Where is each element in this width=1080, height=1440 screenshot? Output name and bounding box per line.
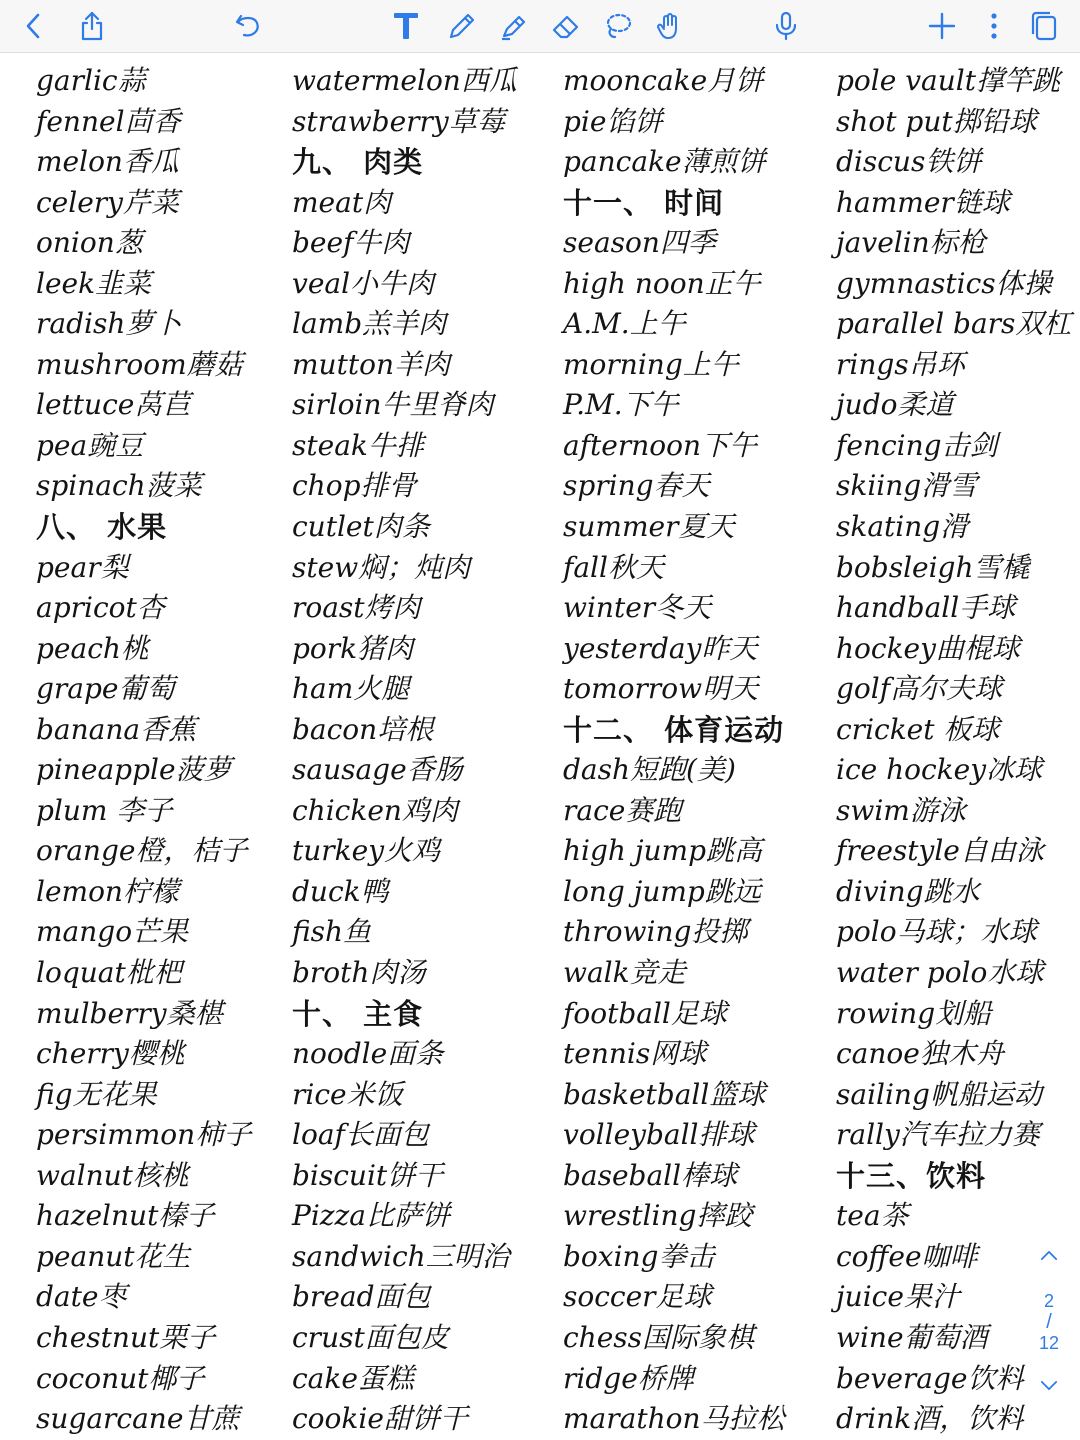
column-3: [563, 61, 785, 1440]
vocabulary-entry: fall秋天: [563, 550, 664, 584]
vocabulary-entry: handball手球: [836, 591, 1016, 625]
vocabulary-entry: orange橙，桔子: [36, 834, 248, 868]
vocabulary-entry: sandwich三明治: [292, 1239, 510, 1273]
vocabulary-entry: beef牛肉: [292, 226, 410, 260]
eraser-icon[interactable]: [544, 4, 588, 48]
vocabulary-entry: sugarcane甘蔗: [36, 1402, 240, 1436]
vocabulary-entry: pole vault撑竿跳: [836, 64, 1060, 97]
vocabulary-entry: fig无花果: [36, 1077, 157, 1111]
page-separator: /: [1046, 1311, 1052, 1333]
vocabulary-entry: tea茶: [836, 1199, 909, 1233]
vocabulary-entry: bacon培根: [292, 712, 434, 746]
vocabulary-entry: judo柔道: [836, 388, 954, 422]
vocabulary-entry: melon香瓜: [36, 145, 179, 179]
vocabulary-entry: mooncake月饼: [563, 64, 764, 97]
vocabulary-entry: long jump跳远: [563, 874, 761, 908]
vocabulary-entry: loquat枇杷: [36, 956, 182, 990]
vocabulary-entry: mushroom蘑菇: [36, 347, 243, 381]
vocabulary-entry: fencing击剑: [836, 428, 998, 462]
vocabulary-entry: mulberry桑椹: [36, 996, 223, 1030]
vocabulary-entry: tennis网球: [563, 1037, 707, 1071]
vocabulary-entry: polo马球；水球: [836, 915, 1037, 949]
vocabulary-entry: cake蛋糕: [292, 1361, 414, 1395]
vocabulary-entry: fennel茴香: [36, 104, 181, 138]
vocabulary-entry: veal小牛肉: [292, 266, 435, 300]
vocabulary-entry: crust面包皮: [292, 1320, 449, 1354]
back-icon[interactable]: [12, 4, 56, 48]
vocabulary-entry: shot put掷铅球: [836, 104, 1037, 138]
vocabulary-entry: sirloin牛里脊肉: [292, 388, 494, 422]
vocabulary-entry: rally汽车拉力赛: [836, 1118, 1040, 1152]
vocabulary-entry: sausage香肠: [292, 753, 463, 787]
vocabulary-entry: roast烤肉: [292, 591, 421, 625]
vocabulary-entry: walnut核桃: [36, 1158, 189, 1192]
toolbar: [0, 0, 1080, 53]
vocabulary-entry: swim游泳: [836, 793, 966, 827]
vocabulary-entry: cricket 板球: [836, 712, 1000, 746]
vocabulary-entry: hockey曲棍球: [836, 631, 1020, 665]
vocabulary-entry: season四季: [563, 226, 716, 260]
vocabulary-entry: peanut花生: [36, 1239, 191, 1273]
vocabulary-entry: banana香蕉: [36, 712, 197, 746]
section-heading: 八、 水果: [36, 510, 168, 545]
vocabulary-entry: steak牛排: [292, 428, 424, 462]
vocabulary-entry: date枣: [36, 1280, 127, 1314]
text-tool-icon[interactable]: [384, 4, 428, 48]
vocabulary-entry: drink酒，饮料: [836, 1402, 1024, 1436]
vocabulary-entry: strawberry草莓: [292, 104, 505, 138]
vocabulary-entry: coffee咖啡: [836, 1239, 978, 1273]
vocabulary-entry: gymnastics体操: [836, 266, 1052, 300]
vocabulary-entry: cutlet肉条: [292, 510, 430, 544]
vocabulary-entry: wrestling摔跤: [563, 1199, 753, 1233]
vocabulary-entry: parallel bars双杠: [836, 307, 1072, 341]
vocabulary-entry: skiing滑雪: [836, 469, 978, 503]
vocabulary-entry: marathon马拉松: [563, 1402, 785, 1436]
section-heading: 九、 肉类: [292, 145, 424, 180]
vocabulary-entry: duck鸭: [292, 874, 389, 908]
note-page[interactable]: [0, 53, 1080, 1440]
next-page-icon[interactable]: [1024, 1368, 1074, 1402]
vocabulary-entry: freestyle自由泳: [836, 834, 1044, 868]
vocabulary-entry: pineapple菠萝: [36, 753, 232, 787]
total-pages-number: 12: [1038, 1333, 1060, 1353]
vocabulary-entry: golf高尔夫球: [836, 672, 1003, 706]
vocabulary-entry: lemon柠檬: [36, 874, 179, 908]
vocabulary-entry: volleyball排球: [563, 1118, 755, 1152]
column-4: [836, 61, 1071, 1440]
vocabulary-entry: broth肉汤: [292, 956, 426, 990]
vocabulary-entry: football足球: [563, 996, 727, 1030]
vocabulary-entry: sailing帆船运动: [836, 1077, 1042, 1111]
vocabulary-entry: Pizza比萨饼: [292, 1199, 450, 1233]
vocabulary-entry: fish鱼: [292, 915, 372, 949]
vocabulary-entry: grape葡萄: [36, 672, 175, 706]
vocabulary-entry: water polo水球: [836, 956, 1044, 990]
lasso-icon[interactable]: [596, 4, 640, 48]
vocabulary-entry: bread面包: [292, 1280, 431, 1314]
vocabulary-entry: ice hockey冰球: [836, 753, 1043, 787]
vocabulary-entry: pork猪肉: [292, 631, 414, 665]
vocabulary-entry: dash短跑(美): [563, 753, 736, 787]
vocabulary-entry: summer夏天: [563, 510, 735, 544]
vocabulary-entry: spinach菠菜: [36, 469, 202, 503]
current-page-number: 2: [1043, 1291, 1054, 1311]
vocabulary-entry: chicken鸡肉: [292, 793, 458, 827]
vocabulary-entry: tomorrow明天: [563, 672, 759, 706]
vocabulary-entry: ham火腿: [292, 672, 410, 706]
vocabulary-entry: beverage饮料: [836, 1361, 1024, 1395]
section-heading: 十一、 时间: [563, 185, 725, 220]
vocabulary-entry: hazelnut榛子: [36, 1199, 215, 1233]
vocabulary-entry: spring春天: [563, 469, 710, 503]
vocabulary-entry: high noon正午: [563, 266, 761, 300]
hand-icon[interactable]: [648, 4, 692, 48]
vocabulary-entry: pancake薄煎饼: [563, 145, 766, 179]
vocabulary-entry: pear梨: [36, 550, 129, 584]
vocabulary-entry: ridge桥牌: [563, 1361, 694, 1395]
vocabulary-entry: javelin标枪: [836, 226, 986, 260]
vocabulary-entry: garlic蒜: [36, 64, 146, 97]
previous-page-icon[interactable]: [1024, 1238, 1074, 1272]
vocabulary-entry: biscuit饼干: [292, 1158, 444, 1192]
vocabulary-entry: meat肉: [292, 185, 392, 219]
vocabulary-entry: chestnut栗子: [36, 1320, 216, 1354]
undo-icon[interactable]: [226, 4, 270, 48]
vocabulary-entry: mutton羊肉: [292, 347, 450, 381]
vocabulary-entry: plum 李子: [36, 793, 173, 827]
vocabulary-entry: discus铁饼: [836, 145, 982, 179]
vocabulary-entry: bobsleigh雪橇: [836, 550, 1030, 584]
page-navigator: [1024, 1238, 1074, 1408]
vocabulary-entry: juice果汁: [836, 1280, 960, 1314]
vocabulary-entry: stew焖；炖肉: [292, 550, 471, 584]
vocabulary-entry: coconut椰子: [36, 1361, 205, 1395]
vocabulary-entry: throwing投掷: [563, 915, 748, 949]
vocabulary-entry: radish萝卜: [36, 307, 182, 341]
vocabulary-entry: onion葱: [36, 226, 143, 260]
vocabulary-entry: chess国际象棋: [563, 1320, 755, 1354]
vocabulary-entry: diving跳水: [836, 874, 980, 908]
vocabulary-entry: canoe独木舟: [836, 1037, 1004, 1071]
vocabulary-entry: A.M.上午: [563, 307, 686, 341]
vocabulary-entry: cookie甜饼干: [292, 1402, 468, 1436]
vocabulary-entry: basketball篮球: [563, 1077, 766, 1111]
vocabulary-entry: noodle面条: [292, 1037, 444, 1071]
pen-icon[interactable]: [440, 4, 484, 48]
vocabulary-entry: winter冬天: [563, 591, 712, 625]
vocabulary-entry: baseball棒球: [563, 1158, 738, 1192]
section-heading: 十、 主食: [292, 996, 424, 1031]
vocabulary-entry: race赛跑: [563, 793, 682, 827]
vocabulary-entry: chop排骨: [292, 469, 417, 503]
vocabulary-entry: celery芹菜: [36, 185, 179, 219]
vocabulary-entry: lamb羔羊肉: [292, 307, 447, 341]
vocabulary-entry: leek韭菜: [36, 266, 152, 300]
vocabulary-entry: pie馅饼: [563, 104, 663, 138]
highlighter-icon[interactable]: [492, 4, 536, 48]
vocabulary-entry: rice米饭: [292, 1077, 403, 1111]
vocabulary-entry: lettuce莴苣: [36, 388, 191, 422]
vocabulary-entry: cherry樱桃: [36, 1037, 185, 1071]
add-icon[interactable]: [920, 4, 964, 48]
vocabulary-entry: skating滑: [836, 510, 969, 544]
section-heading: 十三、饮料: [836, 1158, 987, 1193]
section-heading: 十二、 体育运动: [563, 712, 785, 747]
vocabulary-entry: rowing划船: [836, 996, 992, 1030]
microphone-icon[interactable]: [764, 4, 808, 48]
vocabulary-entry: pea豌豆: [36, 428, 144, 462]
vocabulary-entry: boxing拳击: [563, 1239, 715, 1273]
more-icon[interactable]: [972, 4, 1016, 48]
share-icon[interactable]: [70, 4, 114, 48]
vocabulary-entry: high jump跳高: [563, 834, 763, 868]
vocabulary-entry: hammer链球: [836, 185, 1010, 219]
vocabulary-entry: morning上午: [563, 347, 739, 381]
vocabulary-entry: mango芒果: [36, 915, 189, 949]
vocabulary-entry: apricot杏: [36, 591, 165, 625]
vocabulary-entry: peach桃: [36, 631, 149, 665]
column-2: [292, 61, 517, 1440]
vocabulary-entry: yesterday昨天: [563, 631, 758, 665]
vocabulary-entry: soccer足球: [563, 1280, 712, 1314]
vocabulary-entry: afternoon下午: [563, 428, 758, 462]
pages-icon[interactable]: [1022, 4, 1066, 48]
column-1: [36, 61, 251, 1440]
vocabulary-entry: turkey火鸡: [292, 834, 441, 868]
vocabulary-entry: walk竞走: [563, 956, 686, 990]
vocabulary-entry: loaf长面包: [292, 1118, 429, 1152]
vocabulary-entry: wine葡萄酒: [836, 1320, 988, 1354]
vocabulary-entry: watermelon西瓜: [292, 64, 517, 97]
vocabulary-entry: P.M.下午: [563, 388, 679, 422]
vocabulary-entry: persimmon柿子: [36, 1118, 252, 1152]
vocabulary-entry: rings吊环: [836, 347, 965, 381]
